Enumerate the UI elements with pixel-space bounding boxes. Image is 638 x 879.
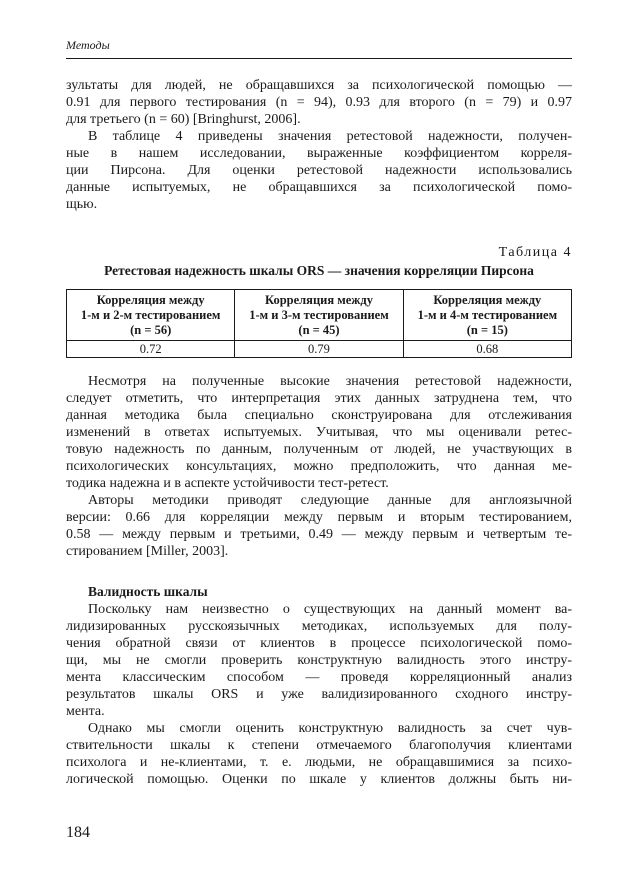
running-header: Методы [66, 38, 110, 52]
text-line: следует отметить, что интерпретация этих данных затруднена тем, что [66, 391, 572, 406]
table-header-cell [235, 290, 403, 341]
table-header-cell [403, 290, 571, 341]
text-line: Авторы методики приводят следующие данные для англоязычной [88, 493, 572, 508]
text-line: Однако мы смогли оценить конструктную валидность за счет чув- [88, 721, 572, 736]
header-line: 1-м и 2-м тестированием [80, 307, 221, 322]
header-line: (n = 45) [298, 322, 340, 337]
header-line: (n = 56) [130, 322, 172, 337]
text-line: ствительности шкалы к степени отмечаемого благополучия клиентами [66, 738, 572, 753]
header-line: Корреляция между [265, 292, 373, 307]
text-line: логической помощью. Оценки по шкале у клиентов должны быть ни- [66, 772, 572, 787]
text-line: щи, мы не смогли проверить конструктную валидность этого инстру- [66, 653, 572, 668]
table-header-row [67, 290, 572, 341]
page-number: 184 [66, 824, 90, 841]
text-line: тодика надежна и в аспекте устойчивости тест-ретест. [66, 476, 389, 491]
text-line: психолога и не-клиентами, т. е. людьми, не обращавшимися за психо- [66, 755, 572, 770]
header-line: Корреляция между [433, 292, 542, 307]
text-line: данная методика была специально сконструирована для отслеживания [66, 408, 572, 423]
text-line: товую надежность по данным, полученным от людей, не участвующих в [66, 442, 572, 457]
text-line: для третьего (n = 60) [Bringhurst, 2006]. [66, 112, 301, 127]
table-row [67, 341, 572, 358]
text-line: версии: 0.66 для корреляции между первым и вторым тестированием, [66, 510, 572, 525]
text-line: В таблице 4 приведены значения ретестовой надежности, получен- [88, 129, 572, 144]
text-line: щью. [66, 197, 98, 212]
table-cell: 0.72 [67, 341, 235, 358]
header-line: 1-м и 4-м тестированием [417, 307, 558, 322]
text-line: мента. [66, 704, 105, 719]
text-line: стированием [Miller, 2003]. [66, 544, 229, 559]
text-line: результатов шкалы ORS и уже валидизированного сходного инстру- [66, 687, 572, 702]
text-line: чения обратной связи от клиентов в процессе психологической помо- [66, 636, 572, 651]
text-line: данные испытуемых, не обращавшихся за психологической помо- [66, 180, 572, 195]
header-divider [66, 58, 572, 59]
text-line: ные в нашем исследовании, выраженные коэффициентом корреля- [66, 146, 572, 161]
section-heading: Валидность шкалы [88, 584, 208, 599]
text-line: Несмотря на полученные высокие значения ретестовой надежности, [88, 374, 572, 389]
header-line: Корреляция между [96, 292, 205, 307]
correlation-table [66, 289, 572, 358]
text-line: мента классическим способом — проведя корреляционный анализ [66, 670, 572, 685]
table-cell: 0.79 [235, 341, 403, 358]
text-line: психологических консультациях, можно предположить, что данная ме- [66, 459, 572, 474]
header-line: (n = 15) [466, 322, 508, 337]
table-header-cell [67, 290, 235, 341]
text-line: 0.91 для первого тестирования (n = 94), 0.93 для второго (n = 79) и 0.97 [66, 95, 572, 110]
table-number: Таблица 4 [498, 245, 572, 260]
table-cell: 0.68 [403, 341, 571, 358]
text-line: 0.58 — между первым и третьими, 0.49 — между первым и четвертым те- [66, 527, 572, 542]
text-line: ции Пирсона. Для оценки ретестовой надежности использовались [66, 163, 572, 178]
text-line: изменений в ответах испытуемых. Учитывая, что мы оценивали ретес- [66, 425, 572, 440]
text-line: Поскольку нам неизвестно о существующих на данный момент ва- [88, 602, 572, 617]
header-line: 1-м и 3-м тестированием [249, 307, 389, 322]
text-line: зультаты для людей, не обращавшихся за психологической помощью — [66, 78, 572, 93]
table-title: Ретестовая надежность шкалы ORS — значения корреляции Пирсона [104, 263, 534, 278]
text-line: лидизированных русскоязычных методиках, используемых для полу- [66, 619, 572, 634]
